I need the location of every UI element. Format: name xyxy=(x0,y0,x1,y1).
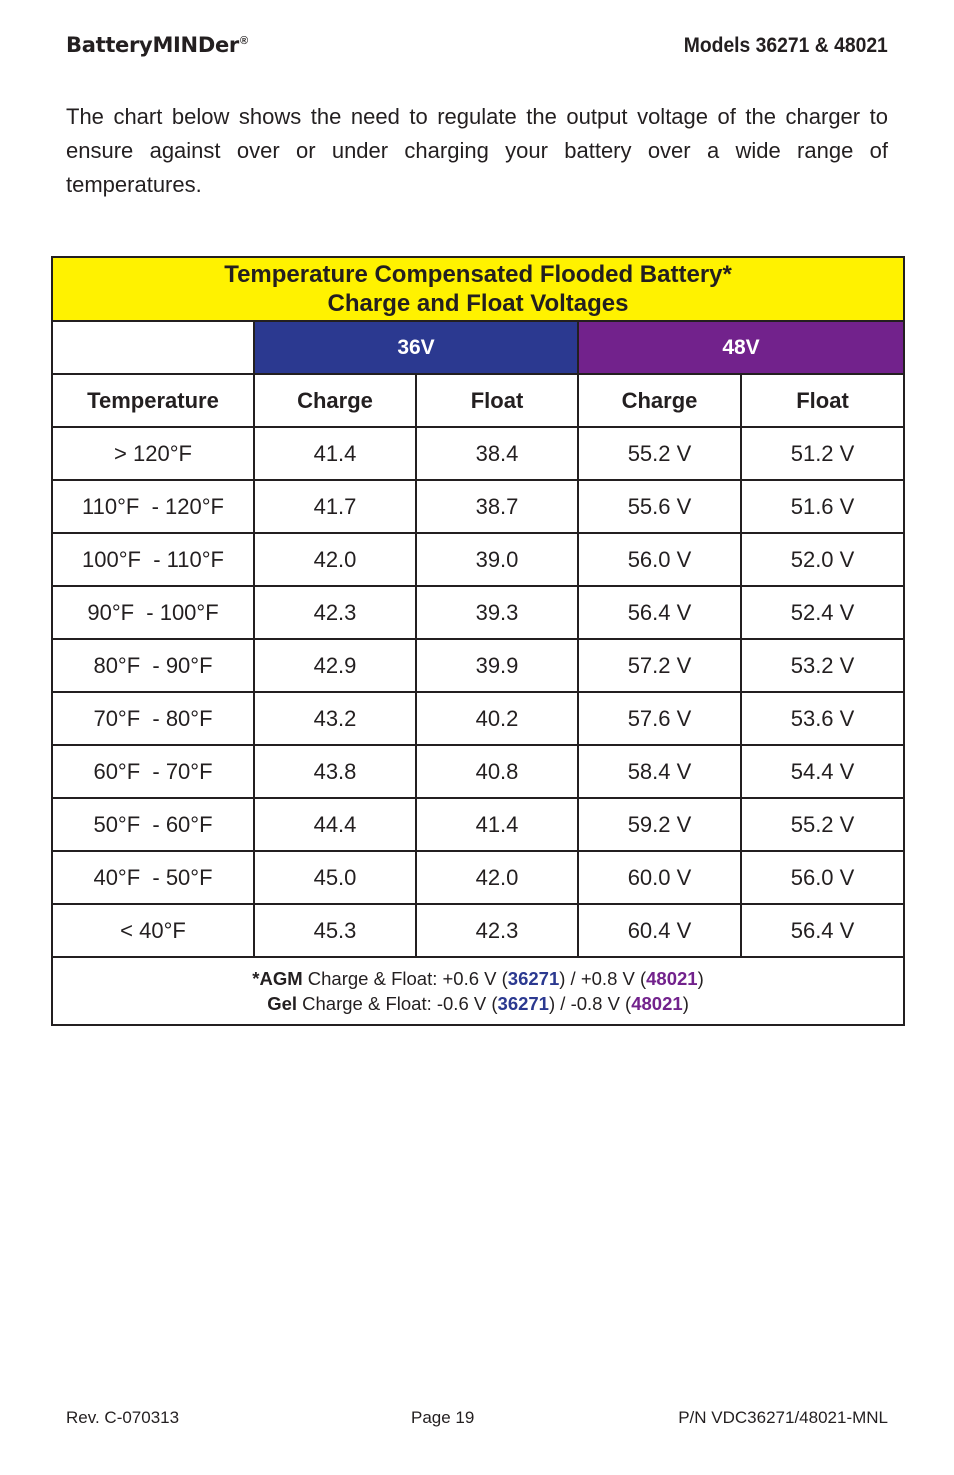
table-row xyxy=(52,586,904,639)
band-36v: 36V xyxy=(254,321,578,374)
table-body xyxy=(52,427,904,957)
gel-text: Charge & Float: -0.6 V ( xyxy=(297,993,498,1014)
charge-36v-cell: 42.0 xyxy=(254,533,416,586)
temperature-cell: > 120°F xyxy=(52,427,254,480)
models-title: Models 36271 & 48021 xyxy=(683,34,888,57)
float-36v-cell: 40.8 xyxy=(416,745,578,798)
gel-note xyxy=(53,991,903,1016)
float-48v-cell: 56.4 V xyxy=(741,904,904,957)
float-48v-cell: 52.0 V xyxy=(741,533,904,586)
col-header-temperature: Temperature xyxy=(52,374,254,427)
float-48v-cell: 55.2 V xyxy=(741,798,904,851)
float-48v-cell: 56.0 V xyxy=(741,851,904,904)
float-36v-cell: 39.3 xyxy=(416,586,578,639)
agm-note xyxy=(53,966,903,991)
col-header-36v-charge: Charge xyxy=(254,374,416,427)
float-36v-cell: 41.4 xyxy=(416,798,578,851)
float-36v-cell: 38.4 xyxy=(416,427,578,480)
band-48v: 48V xyxy=(578,321,904,374)
table-title-line2: Charge and Float Voltages xyxy=(327,290,629,317)
agm-model-36271: 36271 xyxy=(507,968,560,989)
float-48v-cell: 52.4 V xyxy=(741,586,904,639)
float-36v-cell: 42.0 xyxy=(416,851,578,904)
charge-48v-cell: 57.6 V xyxy=(578,692,741,745)
col-header-48v-charge: Charge xyxy=(578,374,741,427)
float-36v-cell: 38.7 xyxy=(416,480,578,533)
charge-36v-cell: 41.7 xyxy=(254,480,416,533)
charge-48v-cell: 55.2 V xyxy=(578,427,741,480)
temperature-cell: 80°F - 90°F xyxy=(52,639,254,692)
float-36v-cell: 42.3 xyxy=(416,904,578,957)
table-row xyxy=(52,798,904,851)
float-36v-cell: 40.2 xyxy=(416,692,578,745)
charge-48v-cell: 57.2 V xyxy=(578,639,741,692)
table-row xyxy=(52,427,904,480)
band-empty-cell xyxy=(52,321,254,374)
col-header-36v-float: Float xyxy=(416,374,578,427)
charge-48v-cell: 60.0 V xyxy=(578,851,741,904)
table-row xyxy=(52,639,904,692)
temperature-cell: 50°F - 60°F xyxy=(52,798,254,851)
agm-end: ) xyxy=(697,968,704,989)
agm-text: Charge & Float: +0.6 V ( xyxy=(302,968,508,989)
brand-logo xyxy=(66,33,248,57)
float-48v-cell: 53.2 V xyxy=(741,639,904,692)
voltage-table xyxy=(51,256,905,1026)
charge-36v-cell: 43.2 xyxy=(254,692,416,745)
footer-revision: Rev. C-070313 xyxy=(66,1408,180,1427)
charge-36v-cell: 45.3 xyxy=(254,904,416,957)
gel-mid: ) / -0.8 V ( xyxy=(548,993,632,1014)
float-36v-cell: 39.9 xyxy=(416,639,578,692)
charge-48v-cell: 55.6 V xyxy=(578,480,741,533)
temperature-cell: 100°F - 110°F xyxy=(52,533,254,586)
agm-label: *AGM xyxy=(252,968,303,989)
agm-mid: ) / +0.8 V ( xyxy=(559,968,647,989)
float-36v-cell: 39.0 xyxy=(416,533,578,586)
table-row xyxy=(52,851,904,904)
table-title-line1: Temperature Compensated Flooded Battery* xyxy=(224,261,732,288)
table-row xyxy=(52,692,904,745)
charge-48v-cell: 60.4 V xyxy=(578,904,741,957)
charge-48v-cell: 59.2 V xyxy=(578,798,741,851)
temperature-cell: 90°F - 100°F xyxy=(52,586,254,639)
charge-36v-cell: 43.8 xyxy=(254,745,416,798)
charge-48v-cell: 56.4 V xyxy=(578,586,741,639)
charge-36v-cell: 45.0 xyxy=(254,851,416,904)
charge-48v-cell: 56.0 V xyxy=(578,533,741,586)
gel-model-36271: 36271 xyxy=(497,993,549,1014)
charge-36v-cell: 44.4 xyxy=(254,798,416,851)
gel-end: ) xyxy=(682,993,689,1014)
table-title xyxy=(52,257,904,321)
temperature-cell: < 40°F xyxy=(52,904,254,957)
table-row xyxy=(52,745,904,798)
registered-mark: ® xyxy=(239,35,248,47)
float-48v-cell: 51.2 V xyxy=(741,427,904,480)
table-row xyxy=(52,533,904,586)
temperature-cell: 40°F - 50°F xyxy=(52,851,254,904)
footer-part-number: P/N VDC36271/48021-MNL xyxy=(678,1408,888,1427)
float-48v-cell: 53.6 V xyxy=(741,692,904,745)
table-footnote xyxy=(52,957,904,1025)
float-48v-cell: 54.4 V xyxy=(741,745,904,798)
table-row xyxy=(52,904,904,957)
charge-36v-cell: 42.9 xyxy=(254,639,416,692)
gel-label: Gel xyxy=(267,993,298,1014)
table-row xyxy=(52,480,904,533)
gel-model-48021: 48021 xyxy=(631,993,683,1014)
temperature-cell: 110°F - 120°F xyxy=(52,480,254,533)
charge-36v-cell: 42.3 xyxy=(254,586,416,639)
col-header-48v-float: Float xyxy=(741,374,904,427)
brand-name: BatteryMINDer xyxy=(66,33,239,57)
charge-48v-cell: 58.4 V xyxy=(578,745,741,798)
footer-page-number: Page 19 xyxy=(411,1408,475,1427)
float-48v-cell: 51.6 V xyxy=(741,480,904,533)
intro-paragraph: The chart below shows the need to regulate the output voltage of the charger to ensure against over or under charging your battery over a wide range of temperatures. xyxy=(66,104,888,197)
temperature-cell: 60°F - 70°F xyxy=(52,745,254,798)
temperature-cell: 70°F - 80°F xyxy=(52,692,254,745)
charge-36v-cell: 41.4 xyxy=(254,427,416,480)
agm-model-48021: 48021 xyxy=(646,968,698,989)
